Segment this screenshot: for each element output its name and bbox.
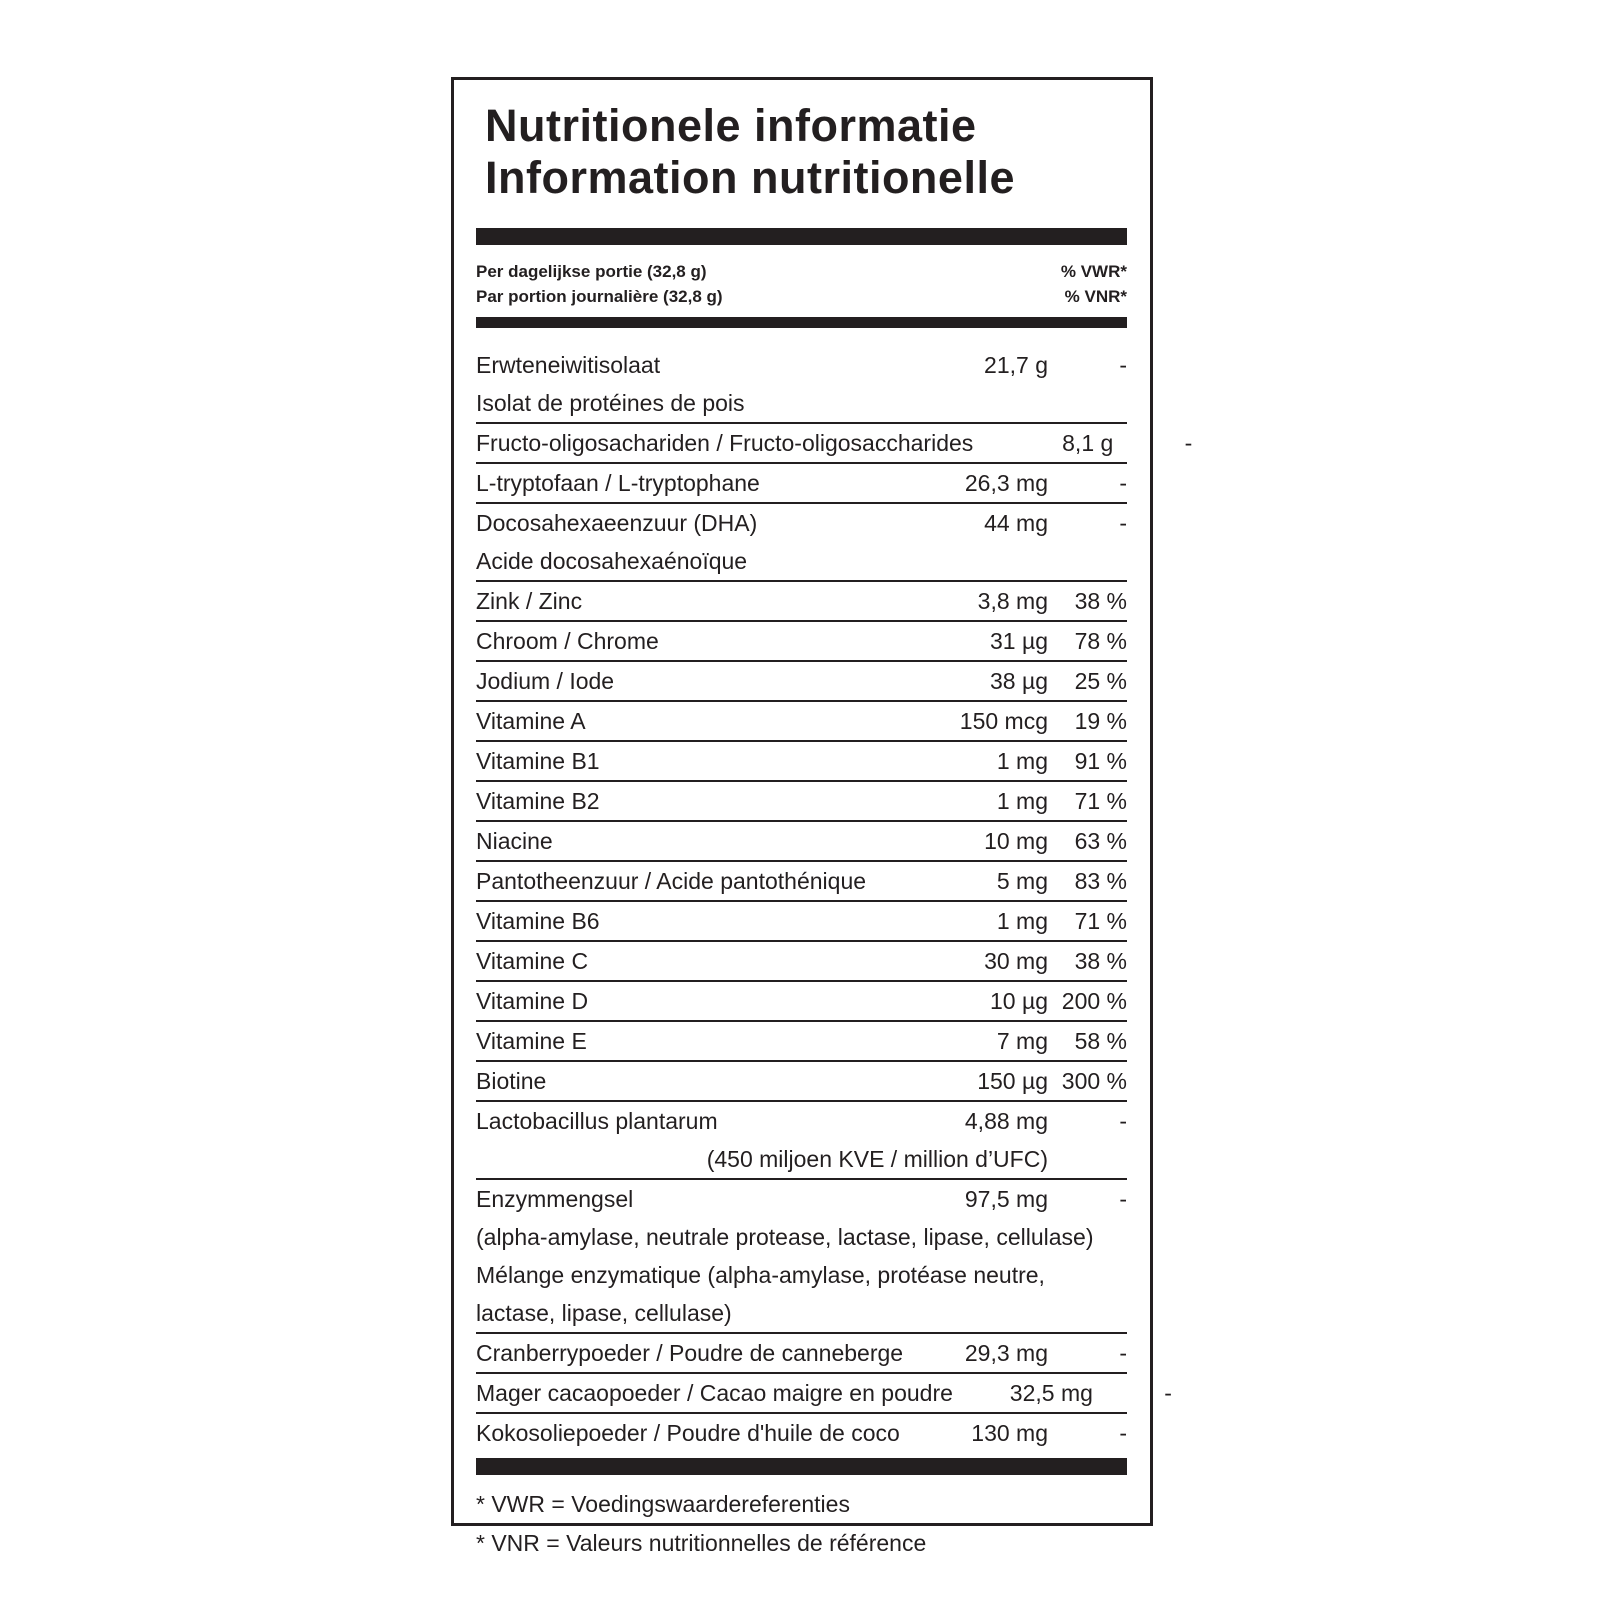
footnote-vwr: * VWR = Voedingswaardereferenties: [476, 1491, 850, 1517]
nutrient-row: [476, 742, 1127, 782]
nutrient-row: [476, 504, 1127, 582]
nutrient-percent: 63 %: [1074, 828, 1127, 854]
header-divider-bar: [476, 317, 1127, 328]
table-header: [476, 245, 1127, 317]
nutrient-note-line: [476, 1140, 1127, 1178]
bottom-divider-bar: [476, 1458, 1127, 1475]
nutrient-amount: 150 mcg: [959, 708, 1048, 734]
nutrient-row: [476, 942, 1127, 982]
nutrient-line: [476, 1334, 1127, 1372]
nutrient-line: [476, 1180, 1127, 1218]
nutrient-percent: 200 %: [1061, 988, 1127, 1014]
portion-label-french: Par portion journalière (32,8 g): [476, 287, 723, 306]
nutrient-line: [476, 1062, 1127, 1100]
nutrient-extra-line: Acide docosahexaénoïque: [476, 548, 748, 574]
nutrient-percent: 25 %: [1074, 668, 1127, 694]
nutrient-name: Erwteneiwitisolaat: [476, 352, 661, 378]
nutrient-amount: 10 µg: [989, 988, 1048, 1014]
nutrient-percent: 300 %: [1061, 1068, 1127, 1094]
nutrient-extra-line: Mélange enzymatique (alpha-amylase, protéase neutre,: [476, 1262, 1045, 1288]
nutrient-row: [476, 582, 1127, 622]
nutrient-line: [476, 464, 1127, 502]
nutrient-row: [476, 902, 1127, 942]
nutrient-amount: 26,3 mg: [964, 470, 1048, 496]
nutrient-extra-line: lactase, lipase, cellulase): [476, 1300, 732, 1326]
panel-title: [485, 100, 1015, 204]
nutrient-amount: 97,5 mg: [964, 1186, 1048, 1212]
portion-labels: [476, 259, 723, 309]
title-french: Information nutritionelle: [485, 152, 1015, 203]
nutrient-line: [476, 902, 1127, 940]
nutrient-line: [476, 1374, 1172, 1412]
nutrient-amount: 31 µg: [989, 628, 1048, 654]
nutrient-line: [476, 1102, 1127, 1140]
nutrient-percent: -: [1119, 1420, 1127, 1446]
nutrient-line: [476, 822, 1127, 860]
reference-labels: [1061, 259, 1127, 309]
nutrient-row: [476, 822, 1127, 862]
nutrient-name: Niacine: [476, 828, 553, 854]
nutrient-amount: 8,1 g: [1062, 430, 1114, 456]
nutrient-row: [476, 1374, 1172, 1414]
nutrient-row: [476, 782, 1127, 822]
nutrient-amount: 4,88 mg: [964, 1108, 1048, 1134]
nutrient-line: [476, 504, 1127, 542]
nutrient-line: [476, 662, 1127, 700]
nutrient-percent: 38 %: [1074, 588, 1127, 614]
nutrient-amount: 1 mg: [996, 788, 1048, 814]
nutrient-note: (450 miljoen KVE / million d’UFC): [706, 1146, 1048, 1172]
nutrient-line: [476, 346, 1127, 384]
nutrient-name: Enzymmengsel: [476, 1186, 634, 1212]
nutrient-amount: 1 mg: [996, 908, 1048, 934]
nutrient-name: Lactobacillus plantarum: [476, 1108, 718, 1134]
nutrient-amount: 5 mg: [996, 868, 1048, 894]
nutrient-row: [476, 662, 1127, 702]
nutrient-name: Mager cacaopoeder / Cacao maigre en poudre: [476, 1380, 953, 1406]
nutrient-row: [476, 1414, 1127, 1452]
nutrient-line: [476, 942, 1127, 980]
nutrient-amount: 150 µg: [977, 1068, 1048, 1094]
nutrient-percent: 71 %: [1074, 908, 1127, 934]
nutrient-amount: 7 mg: [996, 1028, 1048, 1054]
nutrient-line: [476, 742, 1127, 780]
footnotes: [476, 1485, 1127, 1563]
nutrient-name: Zink / Zinc: [476, 588, 583, 614]
nutrient-amount: 21,7 g: [984, 352, 1048, 378]
nutrient-line: [476, 782, 1127, 820]
nutrient-name: Vitamine C: [476, 948, 589, 974]
portion-label-dutch: Per dagelijkse portie (32,8 g): [476, 262, 707, 281]
nutrition-panel: [451, 77, 1193, 1556]
nutrient-name: Vitamine B1: [476, 748, 600, 774]
nutrient-amount: 130 mg: [971, 1420, 1048, 1446]
nutrient-row: [476, 982, 1127, 1022]
nutrient-amount: 29,3 mg: [964, 1340, 1048, 1366]
nutrient-name: L-tryptofaan / L-tryptophane: [476, 470, 760, 496]
nutrient-percent: 71 %: [1074, 788, 1127, 814]
nutrient-rows: [476, 346, 1193, 1452]
nutrient-name: Chroom / Chrome: [476, 628, 659, 654]
nutrient-percent: -: [1164, 1380, 1172, 1406]
nutrition-table: [476, 228, 1193, 1563]
nutrient-name: Fructo-oligosachariden / Fructo-oligosaccharides: [476, 430, 974, 456]
nutrient-percent: -: [1119, 1186, 1127, 1212]
nutrient-line: [476, 1414, 1127, 1452]
nutrient-row: [476, 1180, 1127, 1334]
nutrient-percent: -: [1119, 470, 1127, 496]
nutrient-row: [476, 1102, 1127, 1180]
nutrient-percent: -: [1119, 352, 1127, 378]
nutrient-amount: 38 µg: [989, 668, 1048, 694]
nutrient-percent: 91 %: [1074, 748, 1127, 774]
nutrient-name: Docosahexaeenzuur (DHA): [476, 510, 758, 536]
nutrient-percent: -: [1119, 1108, 1127, 1134]
nutrient-percent: -: [1184, 430, 1193, 456]
nutrient-line: [476, 424, 1193, 462]
nutrient-name: Vitamine D: [476, 988, 589, 1014]
nutrient-name: Cranberrypoeder / Poudre de canneberge: [476, 1340, 904, 1366]
nutrient-extra-line: (alpha-amylase, neutrale protease, lactase, lipase, cellulase): [476, 1224, 1094, 1250]
footnote-vnr: * VNR = Valeurs nutritionnelles de référence: [476, 1530, 927, 1556]
nutrient-amount: 32,5 mg: [1009, 1380, 1093, 1406]
nutrient-percent: 58 %: [1074, 1028, 1127, 1054]
nutrient-amount: 10 mg: [984, 828, 1048, 854]
nutrient-row: [476, 464, 1127, 504]
nutrient-row: [476, 1022, 1127, 1062]
nutrient-percent: -: [1119, 510, 1127, 536]
nutrient-row: [476, 424, 1193, 464]
nutrient-name: Kokosoliepoeder / Poudre d'huile de coco: [476, 1420, 900, 1446]
nutrient-name: Vitamine E: [476, 1028, 587, 1054]
nutrient-name: Jodium / Iode: [476, 668, 615, 694]
nutrient-line: [476, 1022, 1127, 1060]
nutrient-name: Pantotheenzuur / Acide pantothénique: [476, 868, 867, 894]
nutrient-percent: -: [1119, 1340, 1127, 1366]
nutrient-amount: 30 mg: [984, 948, 1048, 974]
nutrient-row: [476, 1062, 1127, 1102]
nutrient-percent: 19 %: [1074, 708, 1127, 734]
nutrient-percent: 83 %: [1074, 868, 1127, 894]
top-divider-bar: [476, 228, 1127, 245]
nutrient-amount: 1 mg: [996, 748, 1048, 774]
title-dutch: Nutritionele informatie: [485, 100, 977, 151]
nutrient-amount: 3,8 mg: [977, 588, 1048, 614]
nutrient-row: [476, 346, 1127, 424]
nutrient-row: [476, 702, 1127, 742]
nutrient-line: [476, 862, 1127, 900]
nutrient-row: [476, 862, 1127, 902]
nutrient-percent: 38 %: [1074, 948, 1127, 974]
nutrient-name: Biotine: [476, 1068, 547, 1094]
reference-label-french: % VNR*: [1064, 287, 1127, 306]
nutrient-amount: 44 mg: [984, 510, 1048, 536]
nutrient-row: [476, 622, 1127, 662]
nutrient-name: Vitamine A: [476, 708, 586, 734]
nutrient-name: Vitamine B6: [476, 908, 600, 934]
nutrient-extra-line: Isolat de protéines de pois: [476, 390, 745, 416]
nutrient-percent: 78 %: [1074, 628, 1127, 654]
reference-label-dutch: % VWR*: [1060, 262, 1127, 281]
nutrient-name: Vitamine B2: [476, 788, 600, 814]
nutrient-line: [476, 582, 1127, 620]
nutrient-row: [476, 1334, 1127, 1374]
nutrient-line: [476, 982, 1127, 1020]
nutrient-line: [476, 702, 1127, 740]
nutrient-line: [476, 622, 1127, 660]
